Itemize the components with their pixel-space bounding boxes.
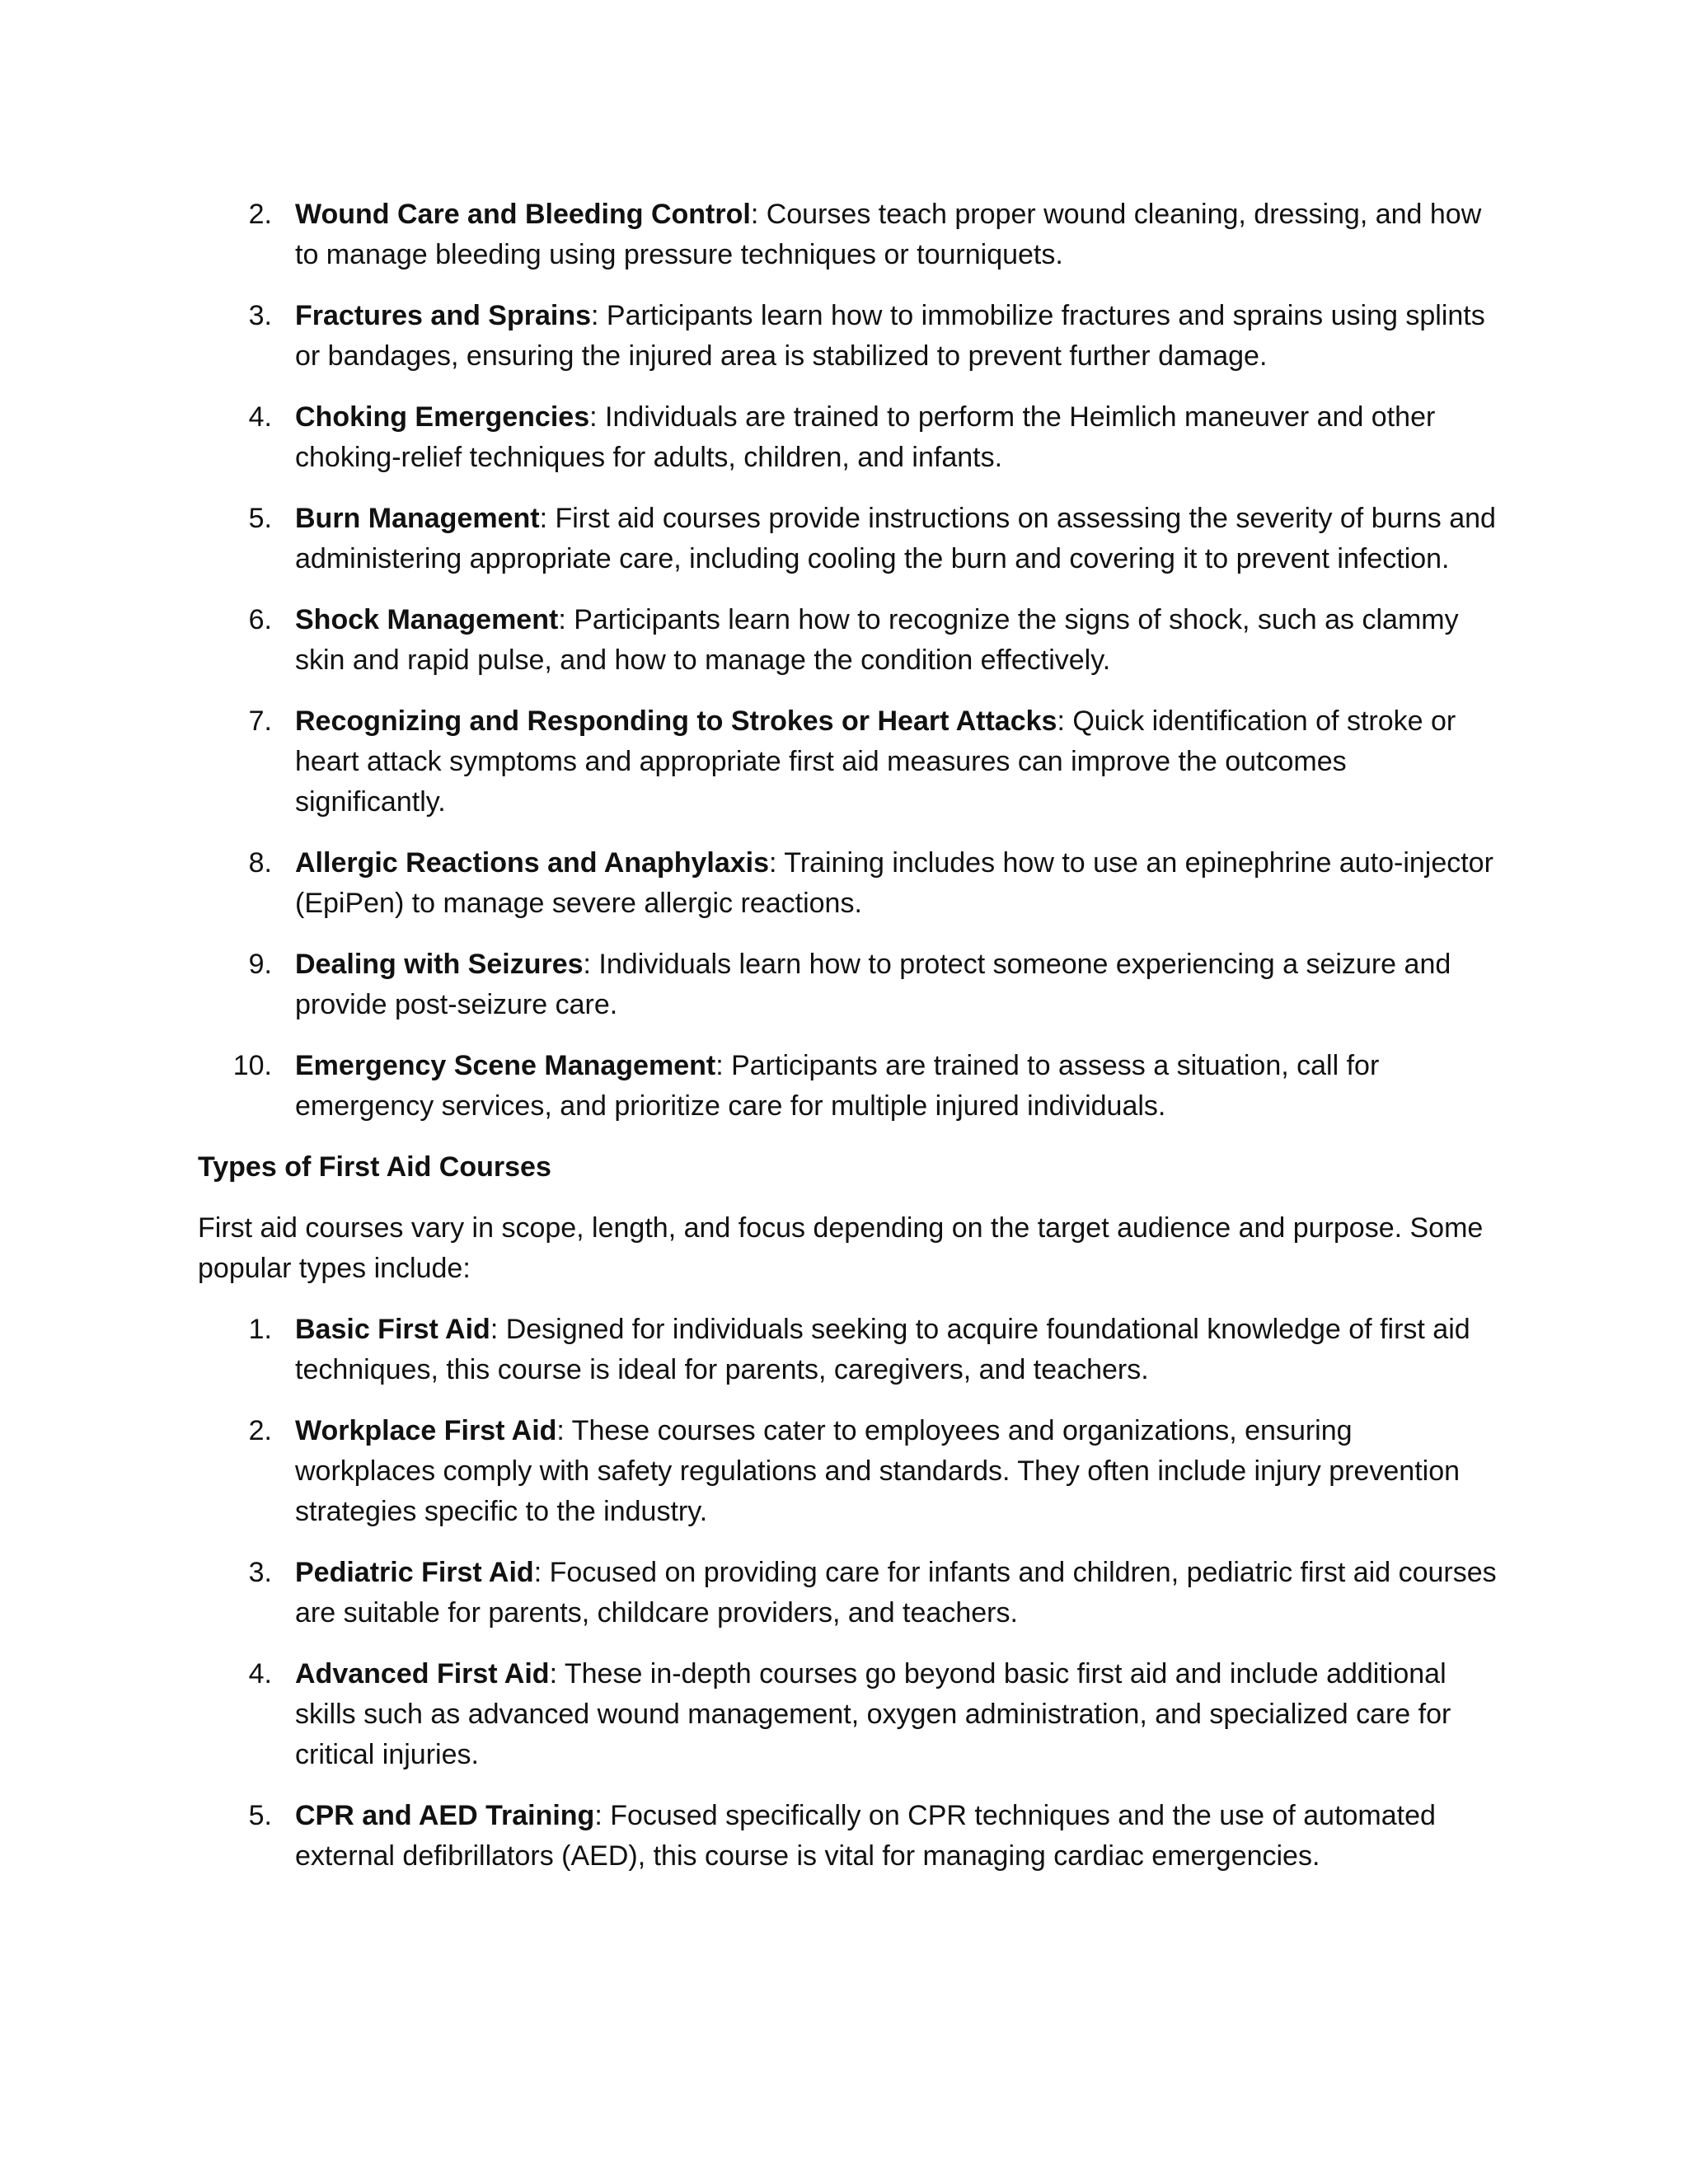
section-heading: Types of First Aid Courses	[198, 1151, 551, 1183]
list-item-number: 6.	[248, 604, 272, 635]
list-item-term: Fractures and Sprains	[295, 300, 592, 331]
list-item-number: 3.	[248, 1557, 272, 1588]
list-item-term: CPR and AED Training	[295, 1800, 595, 1831]
list-item-term: Burn Management	[295, 503, 540, 534]
list-item	[198, 296, 1500, 377]
list-item-term: Workplace First Aid	[295, 1415, 557, 1446]
list-item-term: Wound Care and Bleeding Control	[295, 199, 751, 230]
list-item-term: Basic First Aid	[295, 1314, 490, 1345]
page-content	[198, 194, 1500, 1897]
list-item-term: Advanced First Aid	[295, 1658, 550, 1690]
list-item	[198, 1553, 1500, 1633]
skills-list	[198, 194, 1500, 1127]
list-item	[198, 397, 1500, 478]
list-item-term: Pediatric First Aid	[295, 1557, 534, 1588]
list-item-description: : These in-depth courses go beyond basic first aid and include additional skills such as advanced wound management, oxygen administration, and specialized care for critical injuries.	[295, 1658, 1451, 1770]
list-item-number: 3.	[248, 300, 272, 331]
list-item-description: : Participants are trained to assess a situation, call for emergency services, and prioritize care for multiple injured individuals.	[295, 1050, 1380, 1122]
list-item	[198, 701, 1500, 823]
list-item	[198, 1654, 1500, 1775]
list-item-description: : Individuals learn how to protect someone experiencing a seizure and provide post-seizure care.	[295, 949, 1451, 1020]
list-item-description: : Participants learn how to immobilize fractures and sprains using splints or bandages, ensuring the injured area is stabilized to prevent further damage.	[295, 300, 1485, 372]
list-item	[198, 194, 1500, 275]
list-item	[198, 1796, 1500, 1877]
list-item-description: : These courses cater to employees and organizations, ensuring workplaces comply with safety regulations and standards. They often include injury prevention strategies specific to the industry.	[295, 1415, 1461, 1527]
list-item-number: 5.	[248, 1800, 272, 1831]
intro-paragraph: First aid courses vary in scope, length, and focus depending on the target audience and purpose. Some popular types include:	[198, 1212, 1484, 1284]
list-item-description: : Focused specifically on CPR techniques and the use of automated external defibrillators (AED), this course is vital for managing cardiac emergencies.	[295, 1800, 1436, 1872]
list-item-description: : Quick identification of stroke or heart attack symptoms and appropriate first aid measures can improve the outcomes significantly.	[295, 705, 1456, 818]
list-item-description: : Designed for individuals seeking to acquire foundational knowledge of first aid techniques, this course is ideal for parents, caregivers, and teachers.	[295, 1314, 1470, 1385]
list-item-description: : Focused on providing care for infants and children, pediatric first aid courses are suitable for parents, childcare providers, and teachers.	[295, 1557, 1497, 1629]
list-item-term: Emergency Scene Management	[295, 1050, 716, 1081]
list-item-number: 1.	[248, 1314, 272, 1345]
list-item-description: : Training includes how to use an epinephrine auto-injector (EpiPen) to manage severe allergic reactions.	[295, 847, 1493, 919]
list-item-description: : First aid courses provide instructions on assessing the severity of burns and administering appropriate care, including cooling the burn and covering it to prevent infection.	[295, 503, 1496, 574]
list-item-term: Allergic Reactions and Anaphylaxis	[295, 847, 770, 879]
list-item-number: 9.	[248, 949, 272, 980]
list-item-number: 4.	[248, 401, 272, 433]
list-item	[198, 944, 1500, 1025]
list-item-description: : Individuals are trained to perform the Heimlich maneuver and other choking-relief techniques for adults, children, and infants.	[295, 401, 1436, 473]
list-item	[198, 1411, 1500, 1532]
list-item-number: 2.	[248, 1415, 272, 1446]
list-item-term: Dealing with Seizures	[295, 949, 584, 980]
list-item-number: 5.	[248, 503, 272, 534]
list-item-number: 8.	[248, 847, 272, 879]
list-item	[198, 499, 1500, 579]
list-item-description: : Courses teach proper wound cleaning, dressing, and how to manage bleeding using pressure techniques or tourniquets.	[295, 199, 1482, 270]
list-item-number: 4.	[248, 1658, 272, 1690]
list-item	[198, 843, 1500, 924]
list-item	[198, 600, 1500, 681]
list-item-description: : Participants learn how to recognize the signs of shock, such as clammy skin and rapid pulse, and how to manage the condition effectively.	[295, 604, 1459, 676]
list-item-term: Choking Emergencies	[295, 401, 590, 433]
list-item-term: Shock Management	[295, 604, 559, 635]
list-item	[198, 1046, 1500, 1127]
list-item-number: 10.	[232, 1050, 272, 1081]
list-item	[198, 1310, 1500, 1390]
list-item-term: Recognizing and Responding to Strokes or Heart Attacks	[295, 705, 1057, 737]
list-item-number: 7.	[248, 705, 272, 737]
list-item-number: 2.	[248, 199, 272, 230]
course-types-list	[198, 1310, 1500, 1877]
